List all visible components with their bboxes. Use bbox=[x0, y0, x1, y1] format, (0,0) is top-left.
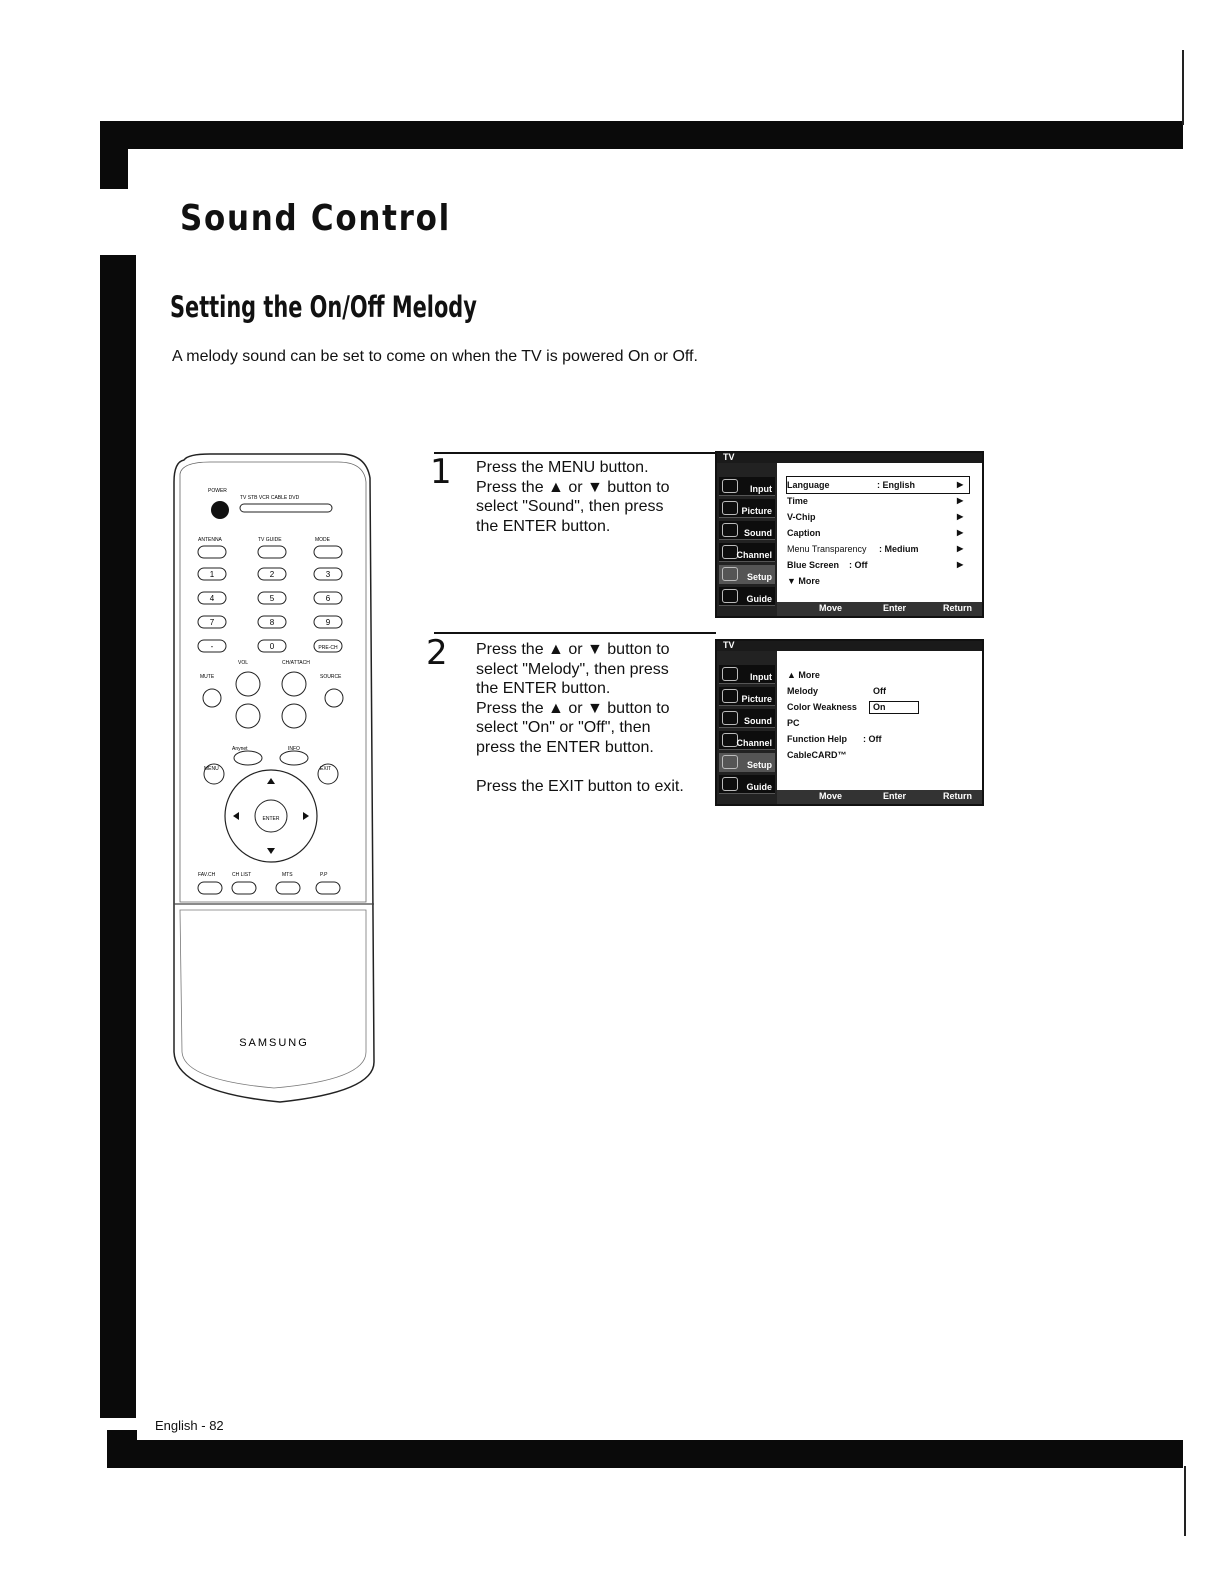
osd-menu-list bbox=[787, 477, 969, 589]
osd-side-input: Input bbox=[719, 665, 775, 684]
osd-row: PC bbox=[787, 718, 800, 728]
picture-icon bbox=[722, 501, 738, 515]
digit-8: 8 bbox=[269, 618, 275, 627]
left-tab-bar bbox=[100, 255, 136, 1418]
guide-icon bbox=[722, 777, 738, 791]
digit-dash: - bbox=[210, 642, 214, 651]
remote-chlist-label: CH LIST bbox=[232, 872, 252, 878]
osd-row: Melody Off bbox=[787, 686, 886, 696]
osd-footer-move: Move bbox=[819, 791, 843, 801]
osd-row: CableCARD™ bbox=[787, 750, 847, 760]
remote-mode-labels: TV STB VCR CABLE DVD bbox=[240, 495, 300, 501]
osd-row: Blue Screen : Off ▶ bbox=[787, 560, 964, 570]
section-subtitle: Setting the On/Off Melody bbox=[170, 290, 477, 324]
digit-5: 5 bbox=[269, 594, 275, 603]
step-1-line: the ENTER button. bbox=[476, 517, 611, 535]
osd-menu-list bbox=[787, 667, 969, 763]
step-1-rule bbox=[434, 452, 716, 454]
digit-3: 3 bbox=[325, 570, 331, 579]
osd-side-guide: Guide bbox=[719, 587, 775, 606]
picture-icon bbox=[722, 689, 738, 703]
step-2-exit-line: Press the EXIT button to exit. bbox=[476, 777, 684, 795]
osd-header bbox=[717, 641, 982, 651]
page-title: Sound Control bbox=[180, 198, 451, 239]
setup-icon bbox=[722, 755, 738, 769]
step-2-number: 2 bbox=[426, 633, 448, 673]
footer-bar-notch bbox=[107, 1430, 137, 1442]
osd-row: ▲ More bbox=[787, 670, 820, 680]
remote-anynet-label: Anynet bbox=[232, 746, 248, 752]
remote-mute-label: MUTE bbox=[200, 674, 215, 680]
step-2-line: the ENTER button. bbox=[476, 680, 611, 697]
osd-footer-return: Return bbox=[943, 603, 972, 613]
step-2-line: Press the ▲ or ▼ button to bbox=[476, 641, 670, 658]
footer-bar bbox=[107, 1440, 1183, 1468]
step-1-text bbox=[476, 458, 670, 536]
remote-antenna-label: ANTENNA bbox=[198, 537, 222, 543]
remote-mts-label: MTS bbox=[282, 872, 293, 878]
osd-footer-enter: Enter bbox=[883, 791, 907, 801]
step-1-line: select "Sound", then press bbox=[476, 498, 664, 515]
remote-vol-label: VOL bbox=[238, 660, 249, 666]
digit-2: 2 bbox=[269, 570, 275, 579]
osd-side-channel: Channel bbox=[719, 731, 775, 750]
sound-icon bbox=[722, 523, 738, 537]
osd-side-setup: Setup bbox=[719, 565, 775, 584]
step-2-rule bbox=[434, 632, 716, 634]
remote-pip-label: P.P bbox=[320, 872, 328, 878]
osd-side-setup: Setup bbox=[719, 753, 775, 772]
header-bar bbox=[100, 121, 1183, 149]
remote-menu-label: MENU bbox=[204, 766, 219, 772]
right-edge-rule-bottom bbox=[1184, 1466, 1186, 1536]
osd-footer bbox=[777, 790, 982, 804]
osd-sidebar bbox=[717, 463, 777, 616]
input-icon bbox=[722, 667, 738, 681]
osd-row: Function Help : Off bbox=[787, 734, 882, 744]
step-2-line: select "On" or "Off", then bbox=[476, 719, 651, 736]
step-2-text bbox=[476, 640, 684, 796]
remote-source-label: SOURCE bbox=[320, 674, 342, 680]
osd-row: Time ▶ bbox=[787, 496, 964, 506]
osd-row: V-Chip ▶ bbox=[787, 512, 964, 522]
page-number: English - 82 bbox=[155, 1418, 224, 1433]
step-2-line: select "Melody", then press bbox=[476, 660, 669, 678]
remote-brand: SAMSUNG bbox=[239, 1037, 309, 1049]
osd-melody-menu-screen bbox=[715, 639, 984, 806]
osd-tv-tag: TV bbox=[723, 452, 735, 462]
osd-footer bbox=[777, 602, 982, 616]
step-2-line: press the ENTER button. bbox=[476, 738, 654, 756]
osd-header bbox=[717, 453, 982, 463]
osd-row: Menu Transparency : Medium ▶ bbox=[787, 544, 964, 554]
sound-icon bbox=[722, 711, 738, 725]
remote-tvguide-label: TV GUIDE bbox=[258, 537, 282, 543]
remote-favch-label: FAV.CH bbox=[198, 872, 216, 878]
digit-9: 9 bbox=[325, 618, 331, 627]
step-2-line: Press the ▲ or ▼ button to bbox=[476, 699, 670, 717]
remote-power-label: POWER bbox=[208, 488, 227, 494]
osd-side-sound: Sound bbox=[719, 709, 775, 728]
power-button-icon bbox=[211, 501, 229, 519]
remote-exit-label: EXIT bbox=[320, 766, 332, 772]
osd-side-channel: Channel bbox=[719, 543, 775, 562]
osd-side-picture: Picture bbox=[719, 499, 775, 518]
step-1-line: Press the MENU button. bbox=[476, 459, 649, 476]
osd-tv-tag: TV bbox=[723, 640, 735, 650]
osd-footer-move: Move bbox=[819, 603, 843, 613]
digit-6: 6 bbox=[325, 594, 331, 603]
setup-icon bbox=[722, 567, 738, 581]
remote-enter-label: ENTER bbox=[262, 816, 280, 822]
osd-row: Language : English ▶ bbox=[787, 477, 969, 493]
remote-ch-label: CH/ATTACH bbox=[282, 660, 310, 666]
osd-sidebar bbox=[717, 651, 777, 804]
step-1-number: 1 bbox=[430, 452, 452, 492]
osd-side-sound: Sound bbox=[719, 521, 775, 540]
step-1-line: Press the ▲ or ▼ button to bbox=[476, 478, 670, 496]
osd-row: Color Weakness On bbox=[787, 699, 969, 715]
digit-4: 4 bbox=[209, 594, 215, 603]
osd-row: Caption ▶ bbox=[787, 528, 964, 538]
osd-footer-return: Return bbox=[943, 791, 972, 801]
intro-text: A melody sound can be set to come on when the TV is powered On or Off. bbox=[172, 348, 698, 365]
osd-side-picture: Picture bbox=[719, 687, 775, 706]
guide-icon bbox=[722, 589, 738, 603]
digit-prech: PRE-CH bbox=[318, 645, 338, 651]
digit-1: 1 bbox=[209, 570, 215, 579]
remote-info-label: INFO bbox=[288, 746, 300, 752]
osd-setup-menu-screen bbox=[715, 451, 984, 618]
osd-footer-enter: Enter bbox=[883, 603, 907, 613]
remote-control-illustration bbox=[170, 452, 376, 1104]
remote-mode-label: MODE bbox=[315, 537, 330, 543]
digit-0: 0 bbox=[269, 642, 275, 651]
left-tab-top bbox=[100, 121, 128, 189]
right-edge-rule bbox=[1182, 50, 1184, 125]
osd-side-input: Input bbox=[719, 477, 775, 496]
osd-side-guide: Guide bbox=[719, 775, 775, 794]
input-icon bbox=[722, 479, 738, 493]
digit-7: 7 bbox=[209, 618, 215, 627]
osd-row: ▼ More bbox=[787, 576, 820, 586]
